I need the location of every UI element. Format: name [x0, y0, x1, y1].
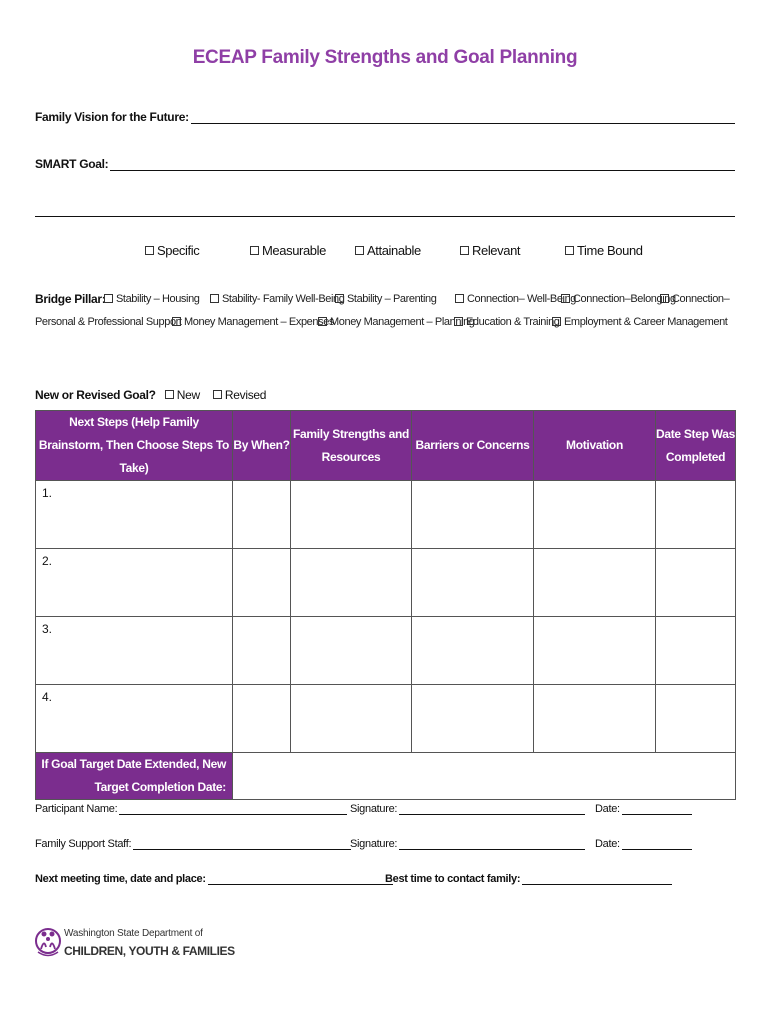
staff-date-field[interactable] — [595, 838, 692, 850]
participant-name-field[interactable] — [35, 803, 347, 815]
extended-date-row — [36, 753, 736, 800]
next-meeting-field[interactable] — [35, 873, 393, 885]
pillar-connection-belonging[interactable]: Connection–Belonging — [561, 293, 676, 305]
smart-option-relevant[interactable]: Relevant — [460, 243, 520, 258]
date-line[interactable] — [622, 838, 692, 850]
pillar-employment-career[interactable]: Employment & Career Management — [552, 316, 727, 328]
participant-name-label: Participant Name: — [35, 803, 118, 815]
pillar-education-training[interactable]: Education & Training — [454, 316, 560, 328]
pillar-money-planning[interactable]: Money Management – Planning — [318, 316, 475, 328]
step-cell[interactable] — [36, 481, 233, 549]
checkbox[interactable] — [335, 294, 344, 303]
checkbox[interactable] — [145, 246, 154, 255]
staff-name-line[interactable] — [133, 838, 351, 850]
barriers-cell[interactable] — [412, 481, 534, 549]
pillar-connection-personal-support[interactable]: Connection– — [660, 293, 729, 305]
checkbox[interactable] — [172, 317, 181, 326]
row-number: 4. — [42, 690, 53, 704]
by-when-cell[interactable] — [233, 685, 291, 753]
step-cell[interactable] — [36, 685, 233, 753]
logo-line-1: Washington State Department of — [64, 928, 203, 939]
strengths-cell[interactable] — [291, 685, 412, 753]
smart-option-specific[interactable]: Specific — [145, 243, 199, 258]
checkbox[interactable] — [104, 294, 113, 303]
checkbox[interactable] — [318, 317, 327, 326]
smart-goal-label: SMART Goal: — [35, 157, 109, 171]
signature-line[interactable] — [399, 803, 585, 815]
pillar-stability-housing[interactable]: Stability – Housing — [104, 293, 200, 305]
checkbox[interactable] — [561, 294, 570, 303]
pillar-personal-support-label: Personal & Professional Support — [35, 316, 182, 328]
pillar-money-expenses[interactable]: Money Management – Expenses — [172, 316, 334, 328]
participant-name-line[interactable] — [119, 803, 347, 815]
header-date-completed: Date Step Was Completed — [656, 411, 736, 481]
row-number: 3. — [42, 622, 53, 636]
signature-line[interactable] — [399, 838, 585, 850]
checkbox[interactable] — [455, 294, 464, 303]
bridge-pillar-label: Bridge Pillar: — [35, 292, 106, 306]
staff-name-field[interactable] — [35, 838, 351, 850]
staff-name-label: Family Support Staff: — [35, 838, 132, 850]
goal-type-label: New or Revised Goal? — [35, 388, 156, 402]
date-line[interactable] — [622, 803, 692, 815]
step-cell[interactable] — [36, 617, 233, 685]
header-motivation: Motivation — [534, 411, 656, 481]
barriers-cell[interactable] — [412, 685, 534, 753]
signature-label: Signature: — [350, 838, 398, 850]
smart-goal-line-2[interactable] — [35, 216, 735, 217]
smart-option-attainable[interactable]: Attainable — [355, 243, 421, 258]
table-row — [36, 685, 736, 753]
participant-date-field[interactable] — [595, 803, 692, 815]
table-row — [36, 549, 736, 617]
date-completed-cell[interactable] — [656, 481, 736, 549]
checkbox[interactable] — [565, 246, 574, 255]
smart-option-measurable[interactable]: Measurable — [250, 243, 326, 258]
checkbox[interactable] — [213, 390, 222, 399]
vision-label: Family Vision for the Future: — [35, 110, 189, 124]
date-completed-cell[interactable] — [656, 549, 736, 617]
by-when-cell[interactable] — [233, 481, 291, 549]
date-completed-cell[interactable] — [656, 617, 736, 685]
strengths-cell[interactable] — [291, 481, 412, 549]
checkbox[interactable] — [660, 294, 669, 303]
dcyf-logo-icon — [34, 919, 62, 963]
header-strengths: Family Strengths and Resources — [291, 411, 412, 481]
barriers-cell[interactable] — [412, 549, 534, 617]
table-row — [36, 481, 736, 549]
checkbox[interactable] — [552, 317, 561, 326]
best-time-label: Best time to contact family: — [385, 873, 521, 885]
goal-type-row — [35, 388, 266, 402]
motivation-cell[interactable] — [534, 549, 656, 617]
by-when-cell[interactable] — [233, 617, 291, 685]
pillar-connection-wellbeing[interactable]: Connection– Well-Being — [455, 293, 576, 305]
table-header-row — [36, 411, 736, 481]
smart-goal-line[interactable] — [110, 158, 735, 171]
best-time-line[interactable] — [522, 873, 672, 885]
checkbox[interactable] — [165, 390, 174, 399]
page-title: ECEAP Family Strengths and Goal Planning — [192, 47, 578, 68]
vision-field[interactable] — [35, 110, 735, 124]
checkbox[interactable] — [460, 246, 469, 255]
strengths-cell[interactable] — [291, 617, 412, 685]
signature-label: Signature: — [350, 803, 398, 815]
logo-line-2: CHILDREN, YOUTH & FAMILIES — [64, 944, 235, 958]
participant-signature-field[interactable] — [350, 803, 585, 815]
pillar-stability-parenting[interactable]: Stability – Parenting — [335, 293, 436, 305]
extended-date-label: If Goal Target Date Extended, New Target Completion Date: — [36, 753, 233, 800]
row-number: 1. — [42, 486, 53, 500]
checkbox[interactable] — [250, 246, 259, 255]
smart-option-time-bound[interactable]: Time Bound — [565, 243, 643, 258]
vision-line[interactable] — [191, 111, 735, 124]
date-completed-cell[interactable] — [656, 685, 736, 753]
goal-planning-table — [35, 410, 736, 800]
motivation-cell[interactable] — [534, 617, 656, 685]
goal-type-revised[interactable]: Revised — [213, 388, 266, 402]
header-next-steps: Next Steps (Help Family Brainstorm, Then Choose Steps To Take) — [36, 411, 233, 481]
checkbox[interactable] — [355, 246, 364, 255]
next-meeting-line[interactable] — [208, 873, 393, 885]
pillar-stability-family-wellbeing[interactable]: Stability- Family Well-Being — [210, 293, 344, 305]
header-by-when: By When? — [233, 411, 291, 481]
next-meeting-label: Next meeting time, date and place: — [35, 873, 206, 885]
header-barriers: Barriers or Concerns — [412, 411, 534, 481]
motivation-cell[interactable] — [534, 685, 656, 753]
step-cell[interactable] — [36, 549, 233, 617]
smart-goal-field[interactable] — [35, 157, 735, 171]
date-label: Date: — [595, 838, 620, 850]
strengths-cell[interactable] — [291, 549, 412, 617]
motivation-cell[interactable] — [534, 481, 656, 549]
staff-signature-field[interactable] — [350, 838, 585, 850]
checkbox[interactable] — [454, 317, 463, 326]
best-time-field[interactable] — [385, 873, 672, 885]
checkbox[interactable] — [210, 294, 219, 303]
extended-date-cell[interactable] — [233, 753, 736, 800]
table-row — [36, 617, 736, 685]
date-label: Date: — [595, 803, 620, 815]
barriers-cell[interactable] — [412, 617, 534, 685]
goal-type-new[interactable]: New — [165, 388, 200, 402]
by-when-cell[interactable] — [233, 549, 291, 617]
row-number: 2. — [42, 554, 53, 568]
